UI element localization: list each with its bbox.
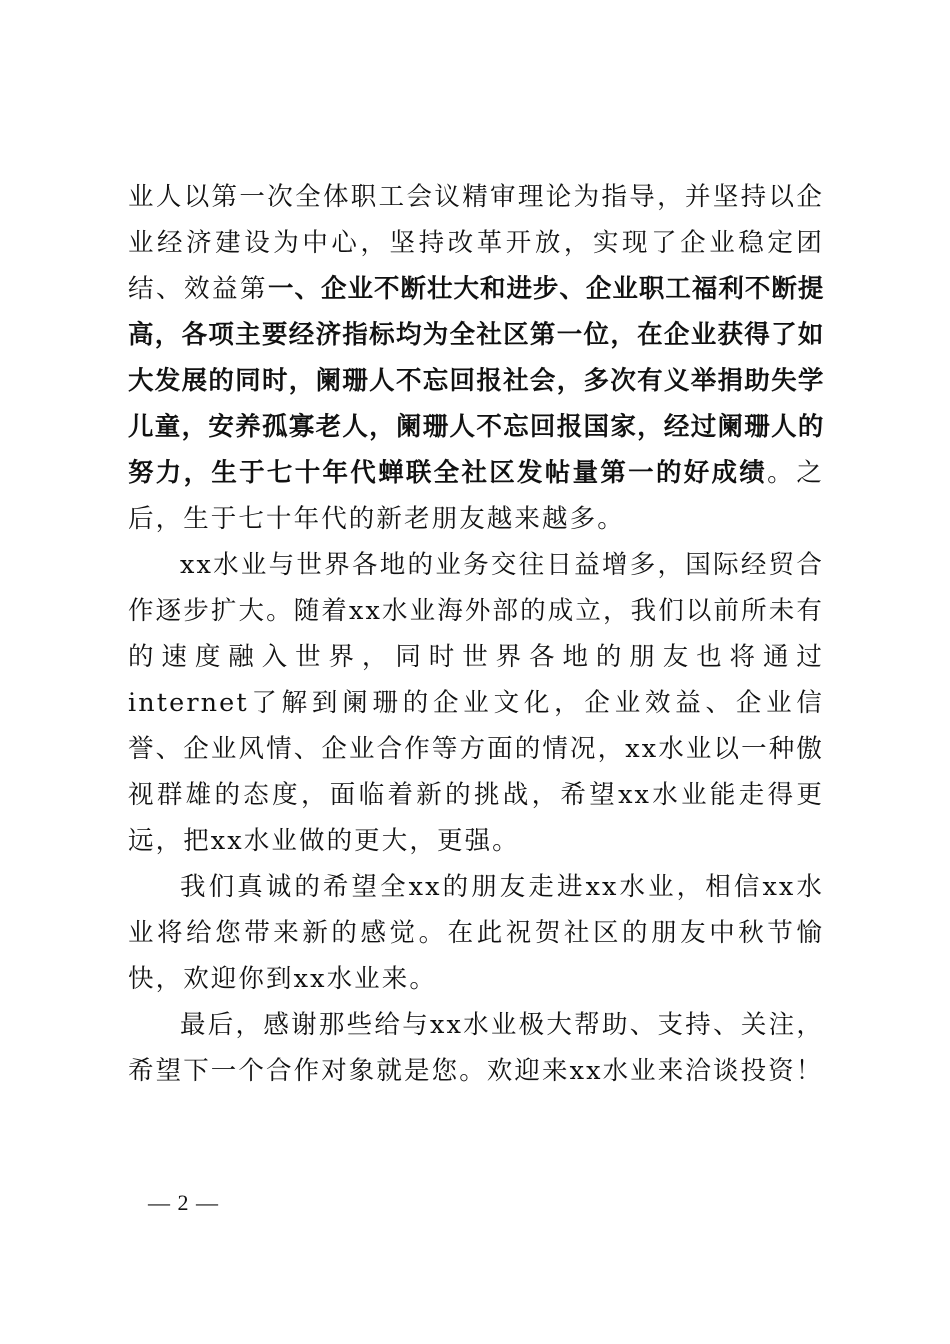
paragraph-1-tail-text: 。之后，生于七十年代的新老朋友越来越多。	[128, 458, 824, 534]
paragraph-3-text: 我们真诚的希望全xx的朋友走进xx水业，相信xx水业将给您带来新的感觉。在此祝贺社区的朋友中秋节愉快，欢迎你到xx水业来。	[128, 872, 824, 994]
paragraph-1	[128, 174, 824, 542]
paragraph-2	[128, 542, 824, 864]
page-number: — 2 —	[148, 1190, 219, 1215]
paragraph-4	[128, 1002, 824, 1094]
paragraph-4-text: 最后，感谢那些给与xx水业极大帮助、支持、关注，希望下一个合作对象就是您。欢迎来xx水业来洽谈投资！	[128, 1010, 824, 1086]
paragraph-1-bold-text: 一、企业不断壮大和进步、企业职工福利不断提高，各项主要经济指标均为全社区第一位，在企业获得了如大发展的同时，阑珊人不忘回报社会，多次有义举捐助失学儿童，安养孤寡老人，阑珊人不忘回报国家，经过阑珊人的努力，生于七十年代蝉联全社区发帖量第一的好成绩	[128, 274, 824, 488]
paragraph-3	[128, 864, 824, 1002]
body-text	[128, 174, 824, 1094]
paragraph-2-text: xx水业与世界各地的业务交往日益增多，国际经贸合作逐步扩大。随着xx水业海外部的成立，我们以前所未有的速度融入世界，同时世界各地的朋友也将通过internet了解到阑珊的企业文化，企业效益、企业信誉、企业风情、企业合作等方面的情况，xx水业以一种傲视群雄的态度，面临着新的挑战，希望xx水业能走得更远，把xx水业做的更大，更强。	[128, 550, 824, 856]
paragraph-1-text: 业人以第一次全体职工会议精审理论为指导，并坚持以企业经济建设为中心，坚持改革开放，实现了企业稳定团结、效益第	[128, 182, 824, 304]
